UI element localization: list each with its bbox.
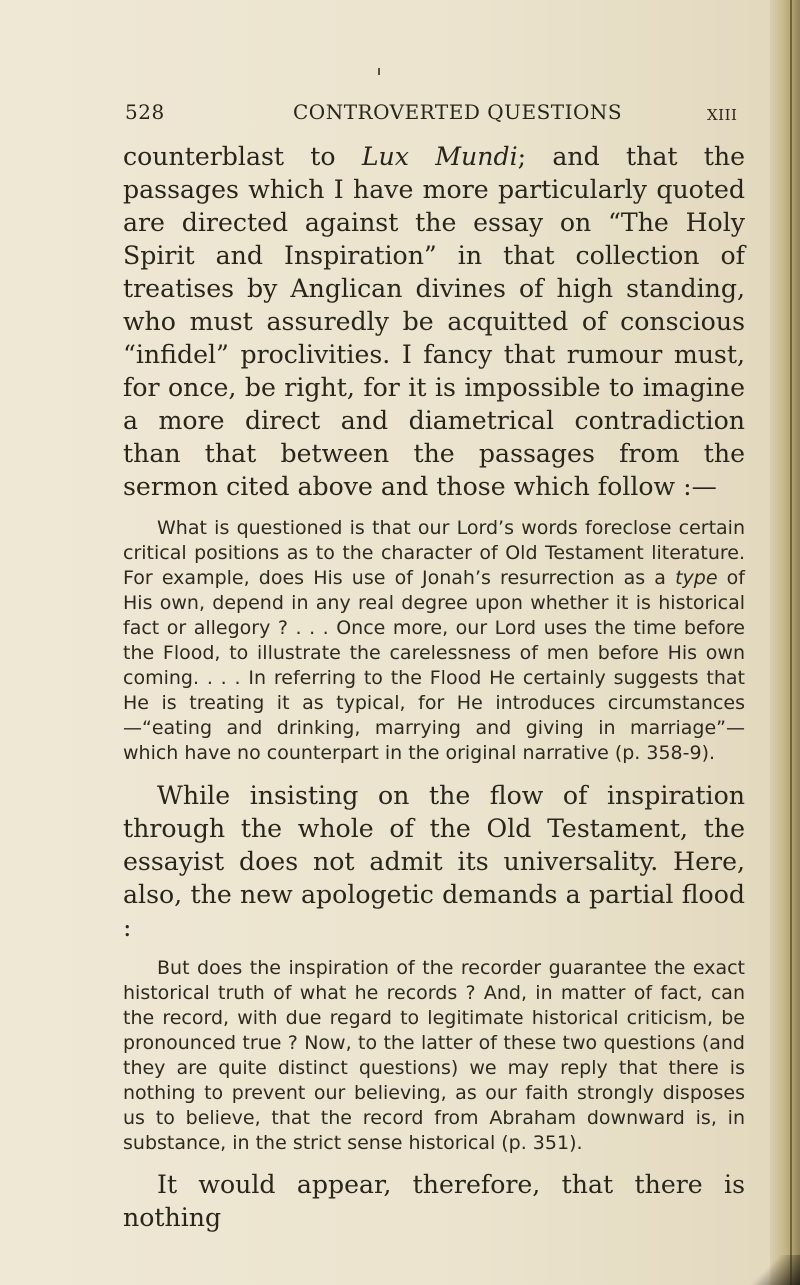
emphasis-italic: type: [675, 567, 718, 589]
corner-shadow: [730, 1255, 800, 1285]
paragraph-2: While insisting on the flow of inspiration through the whole of the Old Testament, the essayist does not admit its universality. Here, also, the new apologetic demands a partial flood :: [123, 781, 745, 942]
paragraph-1: counterblast to Lux Mundi; and that the passages which I have more particularly quoted are directed against the essay on “The Holy Spirit and Inspiration” in that collection of treatises by Anglican divines of high standing, who must assuredly be acquitted of conscious “infidel” proclivities. I fancy that rumour must, for once, be right, for it is impossible to imagine a more direct and diametrical contradiction than that between the passages from the sermon cited above and those which follow :—: [123, 142, 745, 501]
running-head: CONTROVERTED QUESTIONS: [293, 100, 623, 124]
book-title-italic: Lux Mundi: [361, 142, 518, 171]
page-number: 528: [125, 100, 165, 124]
page-header: [125, 100, 738, 130]
quotation-1: What is questioned is that our Lord’s words foreclose certain critical positions as to the character of Old Testament literature. For example, does His use of Jonah’s resurrection as a type of His own, depend in any real degree upon whether it is historical fact or allegory ? . . . Once more, our Lord uses the time before the Flood, to illustrate the carelessness of men before His own coming. . . . In referring to the Flood He certainly suggests that He is treating it as typical, for He introduces circumstances —“eating and drinking, marrying and giving in marriage”— which have no counterpart in the original narrative (p. 358-9).: [123, 517, 745, 764]
book-spine-edge: [770, 0, 800, 1285]
spine-line: [790, 0, 792, 1285]
print-mark: [378, 68, 380, 75]
chapter-numeral: XIII: [707, 106, 738, 124]
paragraph-3: It would appear, therefore, that there is nothing: [123, 1170, 745, 1232]
quotation-2: But does the inspiration of the recorder guarantee the exact historical truth of what he records ? And, in matter of fact, can the record, with due regard to legitimate historical criticism, be pronounced true ? Now, to the latter of these two questions (and they are quite distinct questions) we may reply that there is nothing to prevent our believing, as our faith strongly disposes us to believe, that the record from Abraham downward is, in substance, in the strict sense historical (p. 351).: [123, 957, 745, 1154]
page-content: [123, 140, 745, 1234]
